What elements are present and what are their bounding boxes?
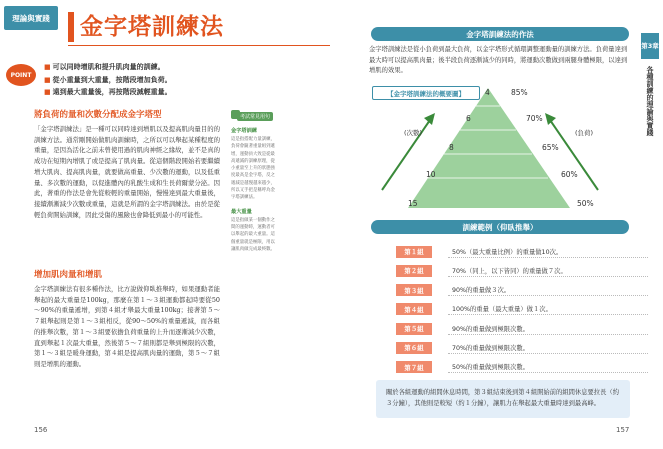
example-set-row	[396, 262, 648, 279]
example-set-list	[396, 243, 648, 378]
example-set-row	[396, 282, 648, 299]
load-arrow-head-icon	[545, 113, 556, 125]
sidebar-term: 最大重量	[231, 208, 252, 215]
point-bullet: ■ 可以同時增肌和提升肌肉量的訓練。	[44, 63, 165, 71]
page-number-left: 156	[34, 426, 48, 434]
set-description: 90%的重量做３次。	[448, 284, 648, 296]
example-set-row	[396, 320, 648, 337]
section-body-muscle: 金字塔訓練法有很多種作法，比方說做仰臥推舉時，如果運動者能舉起的最大重量是100kg，那麼在第１～３組運動都起時要從50～90%的重量遞增，到第４組才舉最大重量100kg；接著第５～７組舉起則是第１～３組相反，從90～50%的重量遞減，而各組的推舉次數，第１～３組要依擔負荷重量的上升而逐漸減少次數，直到舉起１次最大重量，然後第５～７組則都是舉到極限的次數，第１～３組是暖身運動，第４組是提高肌肉量的運動，第５～７組則是增肌的運動。	[34, 285, 220, 368]
example-set-row	[396, 359, 648, 376]
set-label: 第２組	[396, 265, 432, 277]
pyramid-diagram-label: 【金字塔訓練法的概要圖】	[372, 86, 480, 100]
point-badge: POINT	[6, 64, 36, 86]
pyramid-reps-value: 6	[466, 114, 471, 123]
exam-terms-sidebar	[231, 112, 279, 253]
page-title-box	[68, 12, 224, 42]
sidebar-term-desc: 這是指做某一個動作之間的運動時，運動者可以舉起的最大重量。這個重量就是極限，用以讓肌肉做完成最終數。	[231, 217, 275, 252]
title-divider	[68, 45, 330, 46]
set-description: 100%的重量（最大重量）做１次。	[448, 303, 648, 315]
bullet-square-icon: ■	[44, 63, 51, 71]
sidebar-term: 金字塔訓練	[231, 128, 257, 134]
set-label: 第６組	[396, 342, 432, 354]
set-label: 第５組	[396, 323, 432, 335]
bullet-square-icon: ■	[44, 75, 51, 84]
reps-arrow-head-icon	[424, 113, 435, 125]
example-set-row	[396, 301, 648, 318]
bullet-square-icon: ■	[44, 88, 51, 96]
section-heading-pyramid: 將負荷的量和次數分配成金字塔型	[34, 110, 162, 120]
pyramid-load-value: 70%	[526, 114, 543, 123]
section-body-pyramid: 「金字塔訓練法」是一種可以同時達到增肌以及提高肌肉量目的的訓練方法。通常剛開始做肌肉訓練時，之所以可以舉起某種程度的重量，是因為活化之前未曾使用過的肌肉神經之緣故，並不是真的成功在短期內增肌了或是提高了肌肉量。從這個階段開始若要繼續增大肌肉、提高肌肉量，就要做高重量、少次數的運動，以及低重量、多次數的運動，以促進體內的乳酸生成和生長荷爾蒙分泌。因此，著重的作法是會先從較輕的重量開始，慢慢達到最大重量後，接續漸漸減少次數或重量，這就是所謂的金字塔訓練法。由於是從輕負荷開始訓練，因此受傷的風險也會降低到最小的可能性。	[34, 125, 220, 219]
chapter-tab: 第3章	[641, 33, 659, 59]
reps-axis-label: (次數)	[404, 129, 423, 137]
pyramid-reps-value: 8	[449, 143, 454, 152]
point-bullet-list	[44, 61, 172, 99]
section-heading-muscle: 增加肌肉量和增肌	[34, 270, 103, 280]
page-number-right: 157	[616, 426, 630, 434]
set-description: 50%（最大重量比例）的重量做10次。	[448, 246, 648, 258]
pyramid-load-value: 60%	[561, 170, 578, 179]
example-header: 訓練範例（仰臥推舉）	[371, 220, 629, 234]
set-description: 70%的重量做到極限次數。	[448, 342, 648, 354]
pyramid-reps-value: 15	[408, 199, 418, 208]
page-title: 金字塔訓練法	[80, 14, 224, 40]
load-axis-label: (負荷)	[575, 129, 594, 137]
set-description: 70%（同上，以下皆同）的重量做７次。	[448, 265, 648, 277]
set-label: 第７組	[396, 361, 432, 373]
set-label: 第３組	[396, 284, 432, 296]
method-intro: 金字塔訓練法是從小負荷到最大負荷，以金字塔形式循環調整運動量的訓練方法。負荷量達到最大時可以提高肌肉量；後半段負荷逐漸減少的同時，將運動次數做到兩腿身體極限，以達到增肌的效果。	[369, 46, 628, 74]
sidebar-tag: 考試常見用句	[237, 112, 273, 121]
example-set-row	[396, 339, 648, 356]
chapter-title: 各種訓練的理論與實踐	[646, 66, 654, 136]
pyramid-diagram	[360, 82, 635, 222]
set-description: 90%的重量做到極限次數。	[448, 323, 648, 335]
notebook-icon	[231, 110, 240, 119]
pyramid-load-value: 50%	[577, 199, 594, 208]
point-bullet: ■ 從小重量到大重量，按階段增加負荷。	[44, 75, 172, 84]
example-set-row	[396, 243, 648, 260]
sidebar-term-desc: 這是指搭配力量訓練，負荷會隨著重量組到遞增，運動員大致是從最高遞減的訓練原理，從小重量至上升的狀態強度最高是金字塔，反之遞減是越慢越來越少，所以又手把是稱呼為金字塔訓練法。	[231, 137, 275, 201]
pyramid-reps-value: 10	[426, 170, 436, 179]
pyramid-load-value: 65%	[542, 143, 559, 152]
section-badge: 理論與實踐	[4, 6, 58, 30]
point-bullet: ■ 遠到最大重量後，再按階段減輕重量。	[44, 88, 172, 96]
set-description: 50%的重量做到極限次數。	[448, 361, 648, 373]
pyramid-reps-value: 4	[485, 88, 490, 97]
set-label: 第１組	[396, 246, 432, 258]
method-header: 金字塔訓練法的作法	[371, 27, 629, 41]
set-label: 第４組	[396, 303, 432, 315]
pyramid-load-value: 85%	[511, 88, 528, 97]
rest-interval-note: 關於各組運動的組間休息時間，第３組結束後到第４組開始前的組間休息要拉長（約３分鐘），其他則是較短（約１分鐘），讓肌力在舉起最大重量時達到最高峰。	[376, 380, 630, 418]
